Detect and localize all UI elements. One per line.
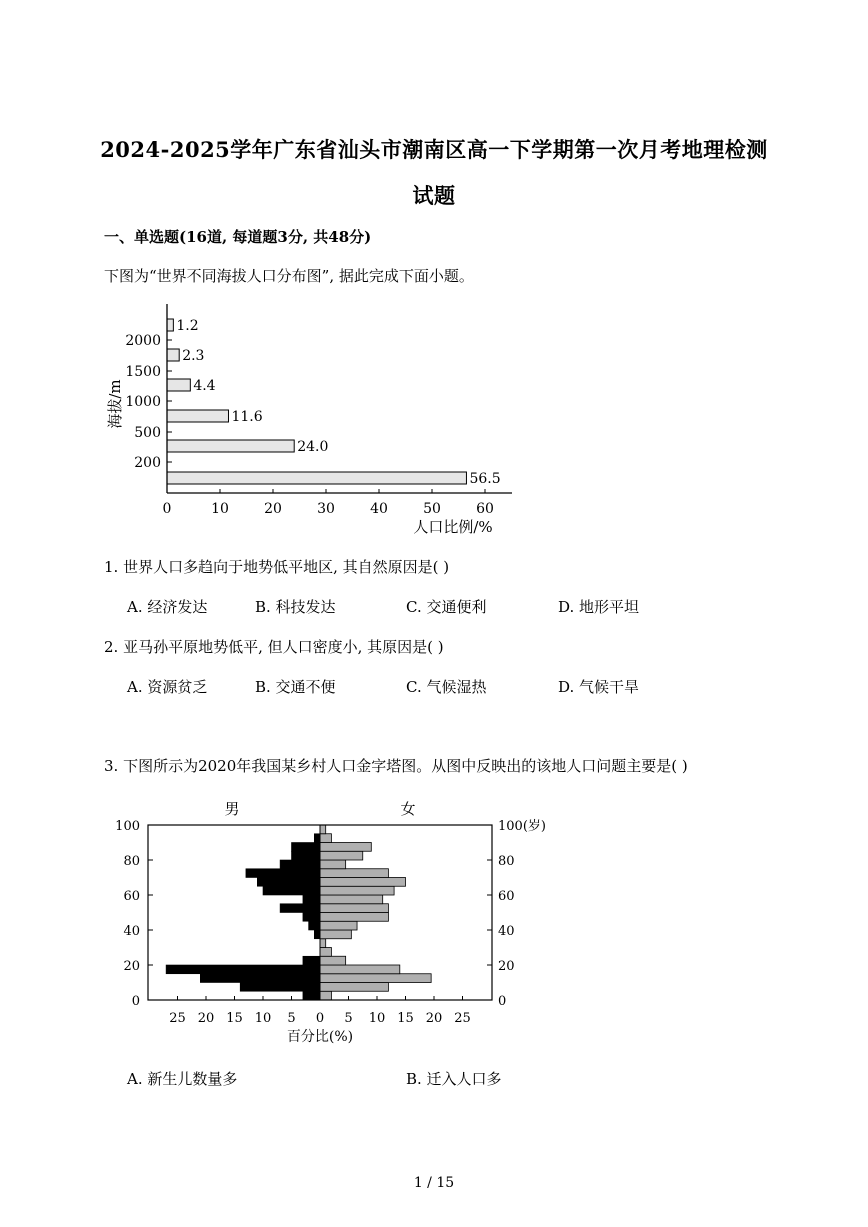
x-tick-label: 50 xyxy=(423,501,441,517)
x-tick-label: 15 xyxy=(397,1011,414,1026)
female-bar xyxy=(320,860,346,869)
q2-option-c[interactable]: C. 气候湿热 xyxy=(406,678,487,696)
female-bar xyxy=(320,904,388,913)
male-bar xyxy=(292,851,321,860)
altitude-population-chart xyxy=(100,298,520,543)
female-bar xyxy=(320,851,363,860)
female-bar xyxy=(320,869,388,878)
bar-value-label: 24.0 xyxy=(297,439,329,455)
altitude-bar xyxy=(167,410,228,422)
q3-option-a[interactable]: A. 新生儿数量多 xyxy=(127,1070,238,1088)
male-label: 男 xyxy=(224,800,240,818)
right-y-tick-label: 0 xyxy=(498,994,507,1009)
male-bar xyxy=(257,878,320,887)
q2-option-b[interactable]: B. 交通不便 xyxy=(255,678,336,696)
male-bar xyxy=(246,869,320,878)
x-axis-label: 百分比(%) xyxy=(286,1029,354,1045)
female-bar xyxy=(320,878,406,887)
female-bar xyxy=(320,843,371,852)
male-bar xyxy=(314,930,320,939)
x-tick-label: 25 xyxy=(454,1011,471,1026)
x-tick-label: 10 xyxy=(211,501,229,517)
q1-option-a[interactable]: A. 经济发达 xyxy=(127,598,208,616)
female-bar xyxy=(320,825,326,834)
bar-value-label: 11.6 xyxy=(231,409,263,425)
x-tick-label: 40 xyxy=(370,501,388,517)
q2-option-d[interactable]: D. 气候干旱 xyxy=(558,678,640,696)
female-bar xyxy=(320,921,357,930)
page-number: 1 / 15 xyxy=(413,1175,455,1191)
q2-option-a[interactable]: A. 资源贫乏 xyxy=(127,678,208,696)
female-bar xyxy=(320,913,388,922)
x-tick-label: 0 xyxy=(315,1011,325,1026)
male-bar xyxy=(280,904,320,913)
female-bar xyxy=(320,974,431,983)
male-bar xyxy=(303,913,320,922)
question-1: 1. 世界人口多趋向于地势低平地区, 其自然原因是( ) xyxy=(104,558,450,576)
male-bar xyxy=(292,843,321,852)
x-tick-label: 0 xyxy=(162,501,172,517)
bar-value-label: 1.2 xyxy=(176,318,199,334)
male-bar xyxy=(314,834,320,843)
bar-value-label: 4.4 xyxy=(193,378,216,394)
female-bar xyxy=(320,965,400,974)
male-bar xyxy=(303,991,320,1000)
left-y-tick-label: 20 xyxy=(123,959,140,974)
altitude-bar xyxy=(167,379,190,391)
male-bar xyxy=(280,860,320,869)
right-y-tick-label: 20 xyxy=(498,959,515,974)
y-tick-label: 1000 xyxy=(125,394,161,410)
x-tick-label: 20 xyxy=(264,501,282,517)
x-tick-label: 5 xyxy=(344,1011,353,1026)
altitude-bar xyxy=(167,440,294,452)
left-y-tick-label: 80 xyxy=(123,854,140,869)
female-bar xyxy=(320,834,331,843)
female-bar xyxy=(320,956,346,965)
right-y-tick-label: 100(岁) xyxy=(498,819,546,834)
x-tick-label: 25 xyxy=(169,1011,186,1026)
male-bar xyxy=(303,895,320,904)
intro-text: 下图为“世界不同海拔人口分布图”, 据此完成下面小题。 xyxy=(104,267,474,285)
left-y-tick-label: 100 xyxy=(115,819,140,834)
female-bar xyxy=(320,895,383,904)
female-bar xyxy=(320,983,388,992)
left-y-tick-label: 60 xyxy=(123,889,140,904)
question-3: 3. 下图所示为2020年我国某乡村人口金字塔图。从图中反映出的该地人口问题主要是( ) xyxy=(104,757,688,775)
q1-option-c[interactable]: C. 交通便利 xyxy=(406,598,487,616)
male-bar xyxy=(166,965,320,974)
x-tick-label: 15 xyxy=(226,1011,243,1026)
female-bar xyxy=(320,939,326,948)
y-tick-label: 1500 xyxy=(125,364,161,380)
x-tick-label: 5 xyxy=(287,1011,296,1026)
y-tick-label: 500 xyxy=(134,425,161,441)
male-bar xyxy=(309,921,320,930)
population-pyramid-chart xyxy=(108,796,568,1048)
y-tick-label: 2000 xyxy=(125,333,161,349)
x-tick-label: 10 xyxy=(254,1011,272,1026)
female-label: 女 xyxy=(400,800,416,818)
x-tick-label: 30 xyxy=(317,501,335,517)
x-tick-label: 10 xyxy=(368,1011,386,1026)
left-y-tick-label: 40 xyxy=(123,924,140,939)
x-axis-label: 人口比例/% xyxy=(413,518,493,536)
male-bar xyxy=(263,886,320,895)
female-bar xyxy=(320,948,331,957)
q1-option-d[interactable]: D. 地形平坦 xyxy=(558,598,640,616)
bar-value-label: 2.3 xyxy=(182,348,205,364)
altitude-bar xyxy=(167,472,466,484)
right-y-tick-label: 80 xyxy=(498,854,515,869)
right-y-tick-label: 60 xyxy=(498,889,515,904)
y-axis-label: 海拔/m xyxy=(106,379,124,429)
x-tick-label: 20 xyxy=(425,1011,443,1026)
q1-option-b[interactable]: B. 科技发达 xyxy=(255,598,336,616)
y-tick-label: 200 xyxy=(134,455,161,471)
male-bar xyxy=(240,983,320,992)
x-tick-label: 60 xyxy=(476,501,494,517)
section-heading: 一、单选题(16道, 每道题3分, 共48分) xyxy=(104,228,372,246)
doc-title-line1: 2024-2025学年广东省汕头市潮南区高一下学期第一次月考地理检测 xyxy=(100,137,768,162)
male-bar xyxy=(200,974,320,983)
doc-title-line2: 试题 xyxy=(412,183,456,208)
left-y-tick-label: 0 xyxy=(131,994,140,1009)
female-bar xyxy=(320,991,331,1000)
male-bar xyxy=(303,956,320,965)
female-bar xyxy=(320,930,351,939)
altitude-bar xyxy=(167,349,179,361)
q3-option-b[interactable]: B. 迁入人口多 xyxy=(406,1070,502,1088)
right-y-tick-label: 40 xyxy=(498,924,515,939)
bar-value-label: 56.5 xyxy=(469,471,501,487)
altitude-bar xyxy=(167,319,173,331)
question-2: 2. 亚马孙平原地势低平, 但人口密度小, 其原因是( ) xyxy=(104,638,444,656)
x-tick-label: 20 xyxy=(197,1011,215,1026)
female-bar xyxy=(320,886,394,895)
